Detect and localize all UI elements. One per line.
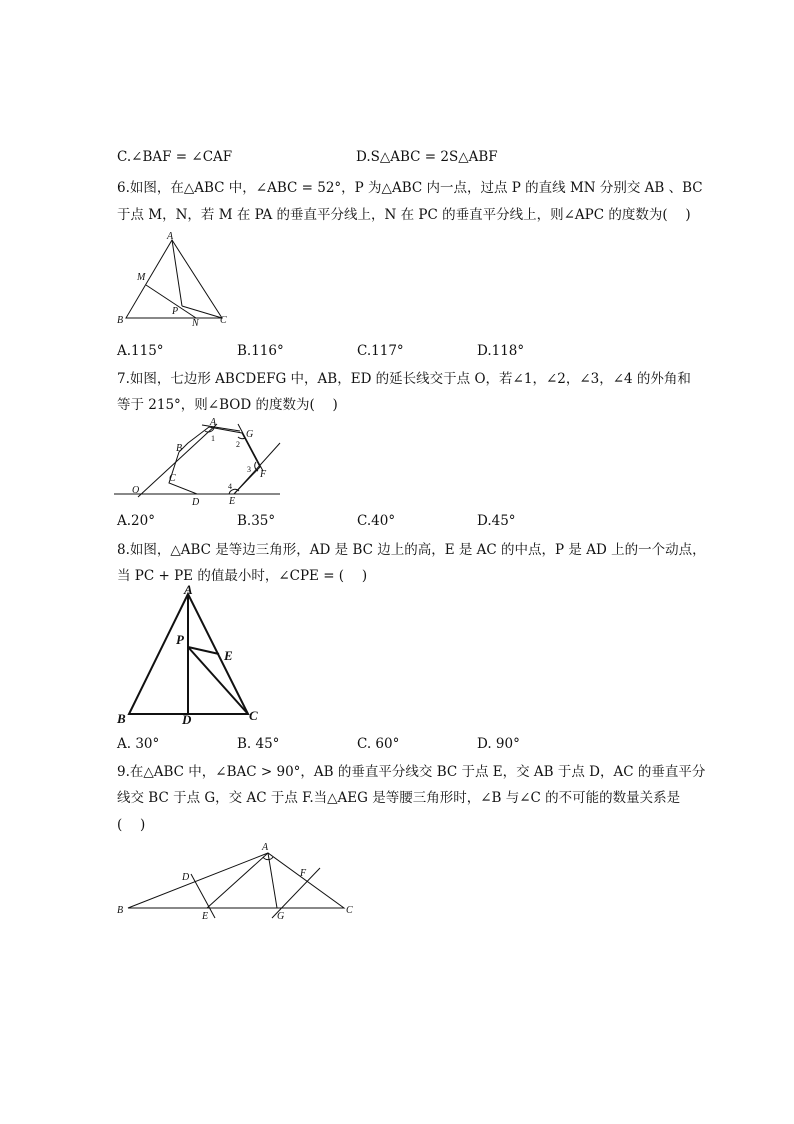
q9-label-c: C: [346, 905, 353, 916]
option-d-top[interactable]: D.S△ABC = 2S△ABF: [356, 149, 498, 165]
q6-label-a: A: [167, 231, 174, 242]
q6-label-c: C: [220, 315, 227, 326]
q6-label-m: M: [137, 272, 146, 283]
q7-label-3: 3: [247, 465, 251, 474]
q9-label-b: B: [117, 905, 124, 916]
q7-label-c: C: [169, 473, 176, 484]
q8-label-p: P: [176, 632, 184, 647]
q9-text-line3: ( ): [117, 817, 146, 833]
q8-label-b: B: [117, 711, 126, 726]
q9-label-g: G: [277, 911, 285, 922]
q9-angle-a-arc: [263, 857, 273, 860]
q7-label-f: F: [260, 469, 267, 480]
q7-extension-ef: [234, 443, 280, 494]
q9-triangle-abc: [128, 853, 344, 908]
q6-option-b[interactable]: B.116°: [237, 343, 284, 359]
q6-figure: [110, 230, 240, 330]
q6-segment-ap: [172, 240, 182, 306]
q6-label-b: B: [117, 315, 124, 326]
q9-segment-ag: [268, 853, 277, 908]
q9-label-f: F: [300, 868, 307, 879]
q9-label-e: E: [202, 911, 209, 922]
q6-text-line2: 于点 M，N，若 M 在 PA 的垂直平分线上，N 在 PC 的垂直平分线上，则∠APC 的度数为( ): [117, 207, 691, 223]
q7-label-o: O: [132, 485, 140, 496]
q8-label-c: C: [249, 708, 258, 723]
q9-text-line2: 线交 BC 于点 G，交 AC 于点 F.当△AEG 是等腰三角形时，∠B 与∠C 的不可能的数量关系是: [117, 790, 681, 806]
q7-text-line2: 等于 215°，则∠BOD 的度数为( ): [117, 397, 338, 413]
option-c-top[interactable]: C.∠BAF = ∠CAF: [117, 149, 233, 165]
q8-option-c[interactable]: C. 60°: [357, 736, 400, 752]
q8-segment-pc: [188, 647, 248, 714]
q7-label-1: 1: [211, 434, 215, 443]
q6-label-p: P: [172, 306, 179, 317]
q7-label-b: B: [176, 443, 183, 454]
q6-option-d[interactable]: D.118°: [477, 343, 525, 359]
q8-option-a[interactable]: A. 30°: [117, 736, 160, 752]
q6-text-line1: 6.如图，在△ABC 中，∠ABC = 52°，P 为△ABC 内一点，过点 P 的直线 MN 分别交 AB 、BC: [117, 180, 703, 196]
q7-text-line1: 7.如图，七边形 ABCDEFG 中，AB，ED 的延长线交于点 O，若∠1，∠2，∠3，∠4 的外角和: [117, 371, 691, 387]
q9-text-line1: 9.在△ABC 中，∠BAC > 90°，AB 的垂直平分线交 BC 于点 E，交 AB 于点 D，AC 的垂直平分: [117, 764, 706, 780]
q7-label-a: A: [210, 417, 217, 428]
q8-option-b[interactable]: B. 45°: [237, 736, 280, 752]
q8-text-line2: 当 PC + PE 的值最小时，∠CPE = ( ): [117, 568, 368, 584]
q7-option-a[interactable]: A.20°: [117, 513, 155, 529]
q7-option-b[interactable]: B.35°: [237, 513, 276, 529]
q8-label-a: A: [184, 582, 193, 597]
q9-segment-ae: [207, 853, 268, 908]
q7-figure: [112, 415, 287, 507]
q9-label-d: D: [182, 872, 190, 883]
q8-option-d[interactable]: D. 90°: [477, 736, 520, 752]
q6-option-c[interactable]: C.117°: [357, 343, 404, 359]
q9-figure: [112, 838, 362, 923]
q7-label-g: G: [246, 429, 254, 440]
q6-option-a[interactable]: A.115°: [117, 343, 164, 359]
q6-label-n: N: [192, 318, 199, 329]
q7-label-4: 4: [228, 482, 232, 491]
q8-label-d: D: [182, 712, 192, 727]
q7-label-d: D: [192, 497, 200, 508]
q8-text-line1: 8.如图，△ABC 是等边三角形，AD 是 BC 边上的高，E 是 AC 的中点，P 是 AD 上的一个动点，: [117, 542, 706, 558]
q6-line-mn: [146, 285, 196, 318]
q7-label-e: E: [229, 496, 236, 507]
q8-label-e: E: [224, 648, 233, 663]
q9-label-a: A: [262, 842, 269, 853]
q7-label-2: 2: [236, 440, 240, 449]
q7-option-c[interactable]: C.40°: [357, 513, 396, 529]
q7-option-d[interactable]: D.45°: [477, 513, 516, 529]
q8-figure: [112, 584, 272, 729]
